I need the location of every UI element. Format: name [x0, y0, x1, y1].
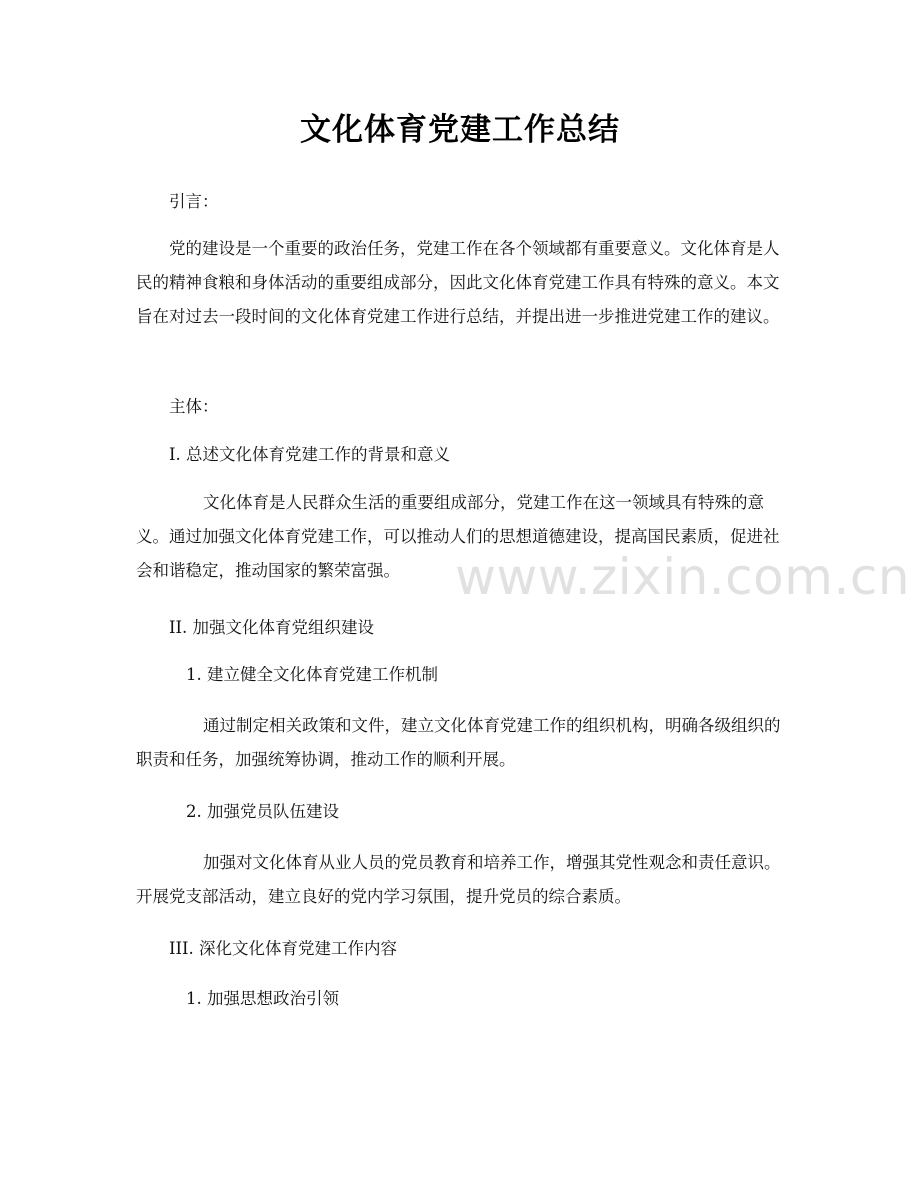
section3-heading: III. 深化文化体育党建工作内容 — [169, 939, 398, 958]
section1-paragraph: 文化体育是人民群众生活的重要组成部分，党建工作在这一领域具有特殊的意义。通过加强文化体育党建工作，可以推动人们的思想道德建设，提高国民素质，促进社会和谐稳定，推动国家的繁荣富强。 — [136, 493, 780, 580]
section2-item2-heading: 2. 加强党员队伍建设 — [186, 802, 339, 821]
section2-item2-paragraph: 加强对文化体育从业人员的党员教育和培养工作，增强其党性观念和责任意识。开展党支部活动，建立良好的党内学习氛围，提升党员的综合素质。 — [136, 853, 781, 906]
document-title: 文化体育党建工作总结 — [300, 112, 620, 148]
section2-item1-heading: 1. 建立健全文化体育党建工作机制 — [186, 665, 438, 684]
section2-item1-paragraph: 通过制定相关政策和文件，建立文化体育党建工作的组织机构，明确各级组织的职责和任务，加强统筹协调，推动工作的顺利开展。 — [136, 716, 781, 769]
intro-paragraph: 党的建设是一个重要的政治任务，党建工作在各个领域都有重要意义。文化体育是人民的精神食粮和身体活动的重要组成部分，因此文化体育党建工作具有特殊的意义。本文旨在对过去一段时间的文化体育党建工作进行总结，并提出进一步推进党建工作的建议。 — [136, 239, 780, 326]
watermark-text: www.zixin.com.cn — [455, 548, 911, 606]
section1-heading: I. 总述文化体育党建工作的背景和意义 — [169, 445, 451, 464]
section2-heading: II. 加强文化体育党组织建设 — [169, 618, 375, 637]
intro-heading: 引言： — [169, 192, 219, 211]
body-heading: 主体： — [169, 397, 219, 416]
section3-item1-heading: 1. 加强思想政治引领 — [186, 989, 339, 1008]
